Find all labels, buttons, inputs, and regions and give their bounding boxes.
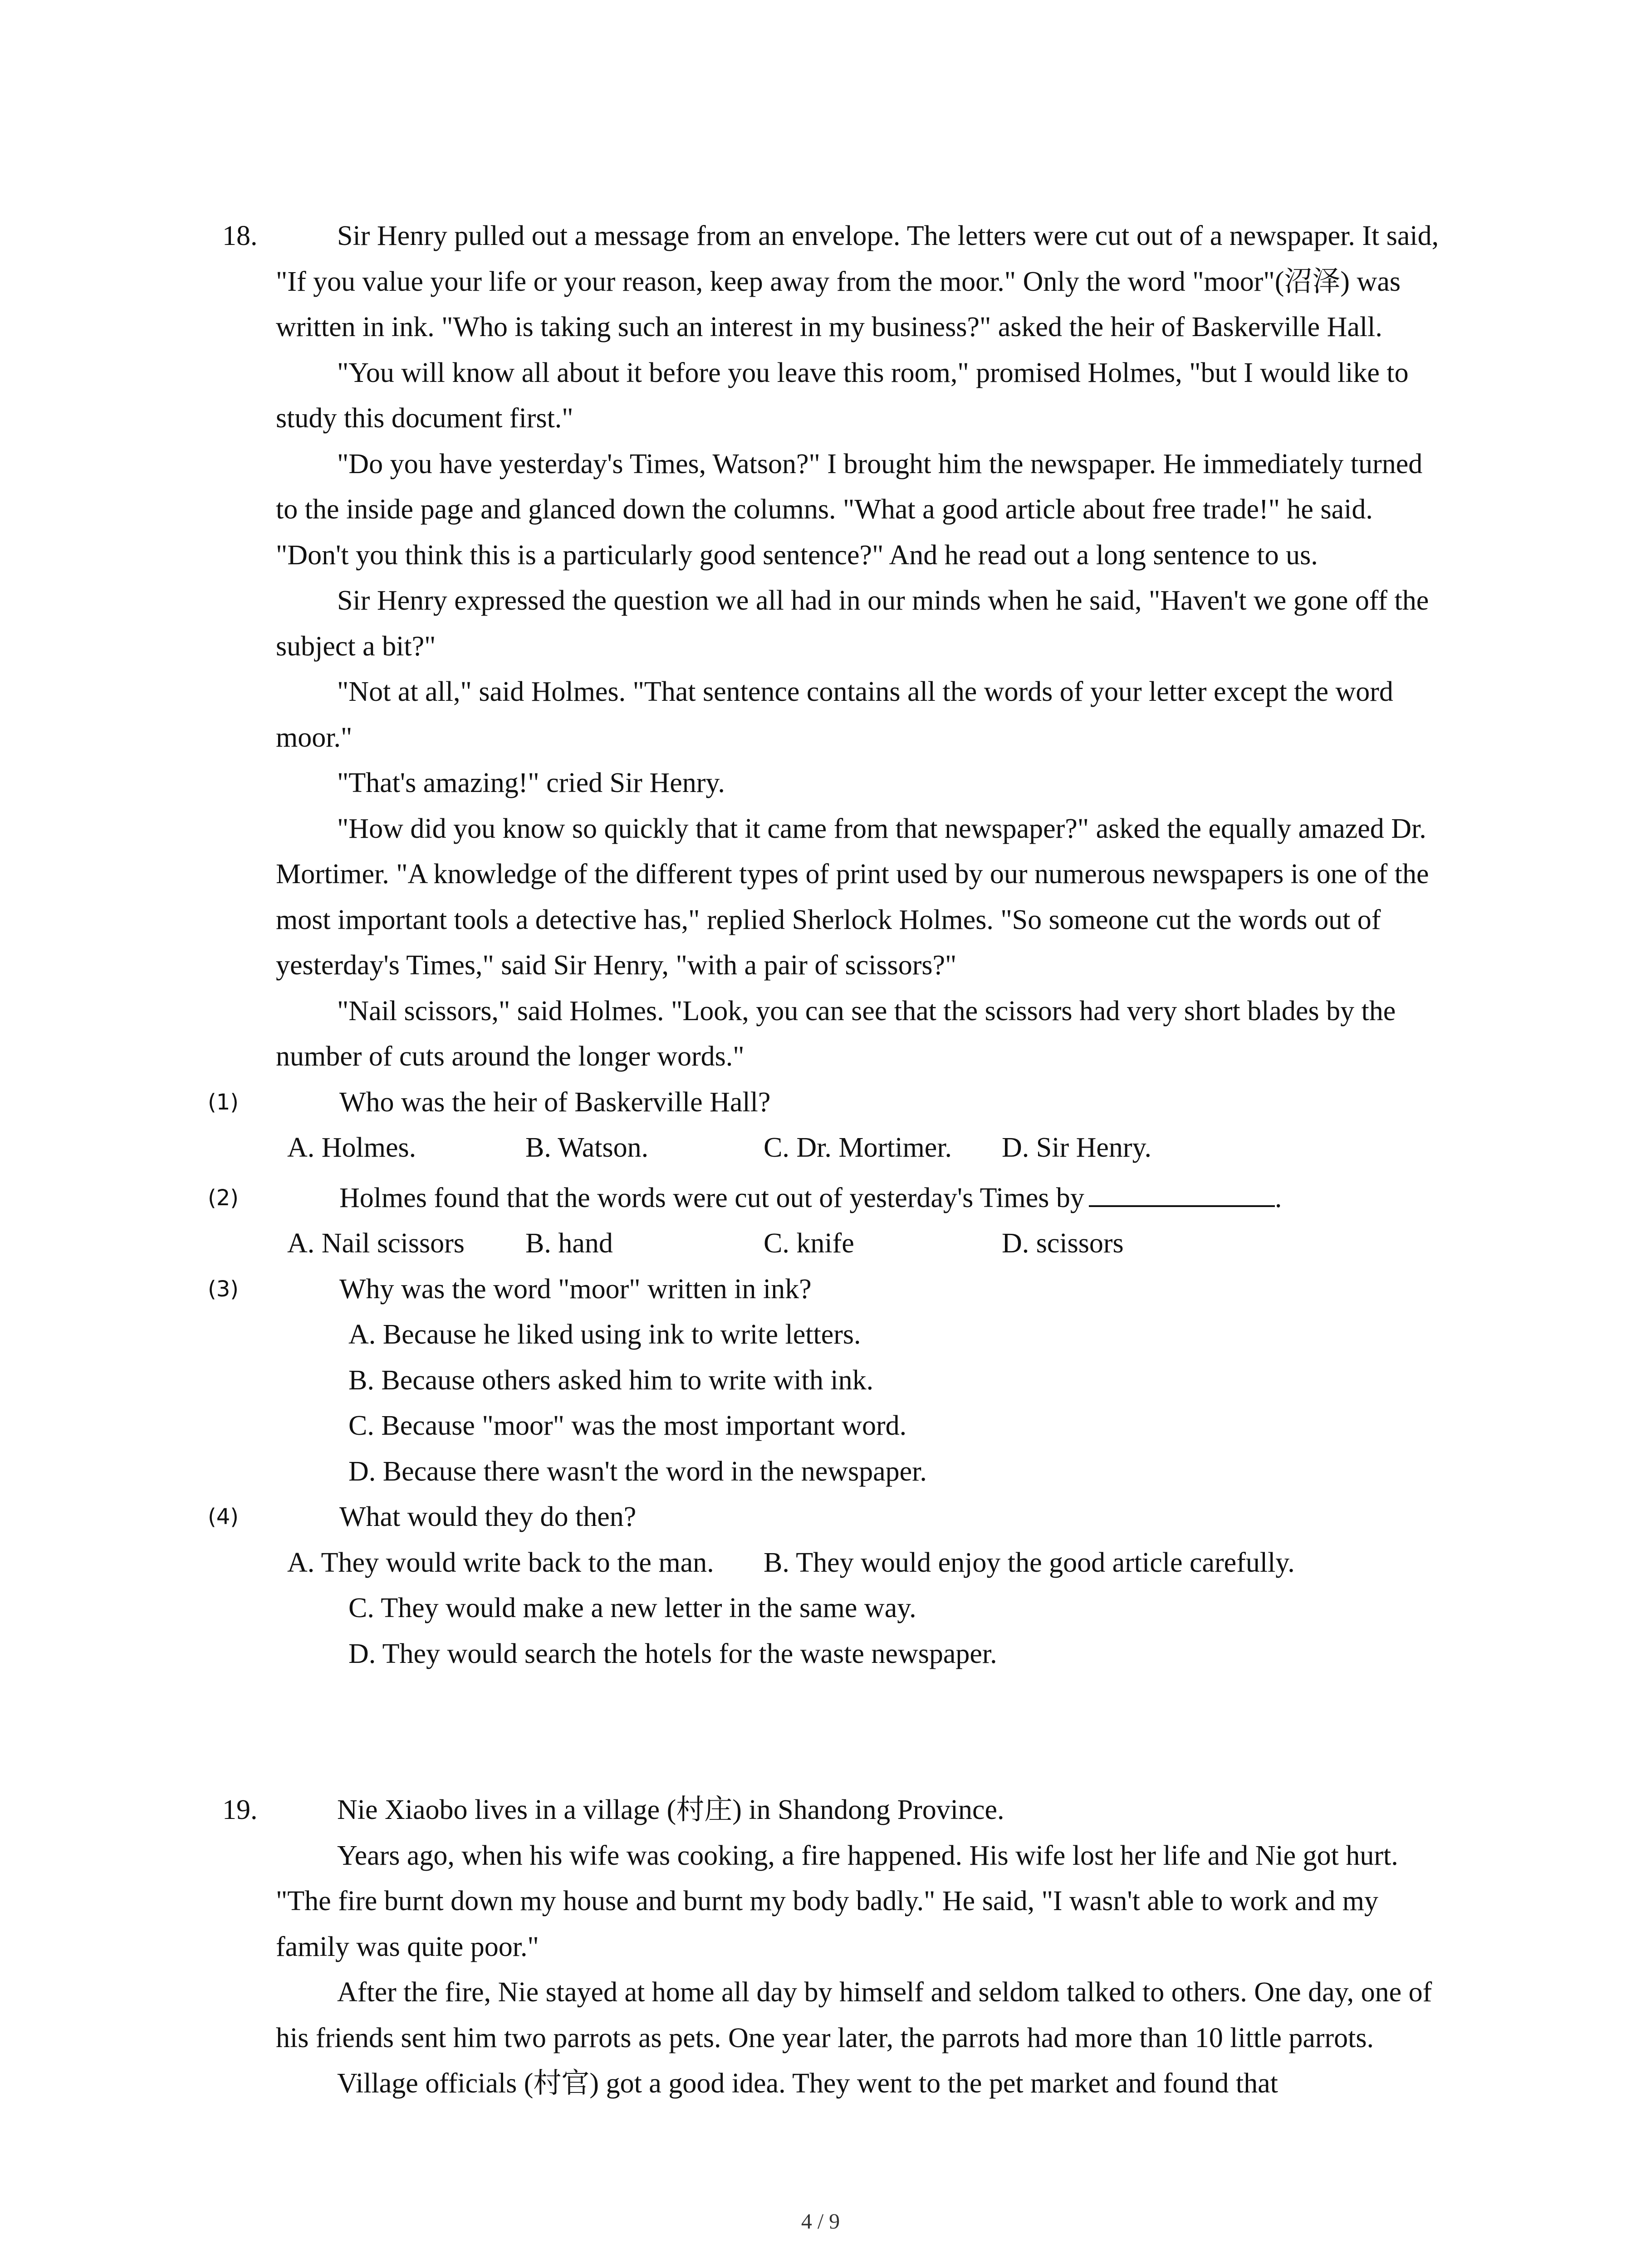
answer-options: [208, 1540, 1446, 1586]
question-number: 19.: [222, 1794, 258, 1825]
question-number: 18.: [222, 220, 258, 251]
option-a[interactable]: A. They would write back to the man.: [287, 1547, 714, 1578]
option-c[interactable]: C. knife: [764, 1228, 854, 1259]
passage-paragraph: "Nail scissors," said Holmes. "Look, you can see that the scissors had very short blades by the number of cuts around the longer words.": [276, 995, 1396, 1072]
answer-options: [208, 1125, 1446, 1171]
passage-paragraph: "Do you have yesterday's Times, Watson?" I brought him the newspaper. He immediately turned to the inside page and glanced down the columns. "What a good article about free trade!" he said. "Don't you think this is a particularly good sentence?" And he read out a long sentence to us.: [276, 448, 1423, 571]
passage-paragraph: Nie Xiaobo lives in a village (村庄) in Shandong Province.: [337, 1794, 1004, 1825]
answer-options: [208, 1221, 1446, 1266]
option-c[interactable]: C. Because "moor" was the most important word.: [348, 1410, 907, 1441]
option-c[interactable]: C. They would make a new letter in the same way.: [348, 1593, 916, 1623]
option-d[interactable]: D. Sir Henry.: [1002, 1132, 1152, 1163]
passage-paragraph: Years ago, when his wife was cooking, a fire happened. His wife lost her life and Nie got hurt. "The fire burnt down my house and burnt my body badly." He said, "I wasn't able to work and my family was quite poor.": [276, 1840, 1398, 1962]
sub-question-text: [208, 1175, 1446, 1221]
option-d[interactable]: D. Because there wasn't the word in the newspaper.: [348, 1456, 927, 1487]
sub-question-label: (1): [208, 1089, 239, 1115]
option-c[interactable]: C. Dr. Mortimer.: [764, 1132, 952, 1163]
reading-passage: [276, 1787, 1446, 2107]
passage-paragraph: "That's amazing!" cried Sir Henry.: [337, 767, 725, 798]
option-b[interactable]: B. Because others asked him to write with ink.: [348, 1364, 874, 1396]
sub-question-1: [208, 1080, 1446, 1171]
sub-question-3: [208, 1266, 1446, 1495]
passage-paragraph: Sir Henry expressed the question we all had in our minds when he said, "Haven't we gone off the subject a bit?": [276, 585, 1429, 662]
option-a[interactable]: A. Nail scissors: [287, 1228, 465, 1259]
sub-question-label: (3): [208, 1276, 239, 1302]
passage-paragraph: "How did you know so quickly that it came from that newspaper?" asked the equally amazed Dr. Mortimer. "A knowledge of the different types of print used by our numerous newspapers is one of the most important tools a detective has," replied Sherlock Holmes. "So someone cut the words out of yesterday's Times," said Sir Henry, "with a pair of scissors?": [276, 813, 1429, 981]
passage-paragraph: After the fire, Nie stayed at home all day by himself and seldom talked to others. One day, one of his friends sent him two parrots as pets. One year later, the parrots had more than 10 little parrots.: [276, 1977, 1432, 2053]
sub-question-text: Who was the heir of Baskerville Hall?: [339, 1086, 771, 1118]
sub-question-label: (2): [208, 1185, 239, 1211]
answer-blank[interactable]: [1089, 1179, 1275, 1207]
sub-question-2: [208, 1175, 1446, 1266]
sub-question-text: What would they do then?: [339, 1501, 637, 1532]
sub-question-label: (4): [208, 1504, 239, 1530]
passage-paragraph: Sir Henry pulled out a message from an envelope. The letters were cut out of a newspaper. It said, "If you value your life or your reason, keep away from the moor." Only the word "moor"(沼泽) was written in ink. "Who is taking such an interest in my business?" asked the heir of Baskerville Hall.: [276, 220, 1439, 342]
sub-question-text: Why was the word "moor" written in ink?: [339, 1273, 812, 1305]
option-b[interactable]: B. hand: [525, 1228, 613, 1259]
option-d[interactable]: D. scissors: [1002, 1228, 1124, 1259]
passage-paragraph: "You will know all about it before you leave this room," promised Holmes, "but I would like to study this document first.": [276, 357, 1409, 434]
option-b[interactable]: B. They would enjoy the good article carefully.: [764, 1547, 1295, 1578]
sub-question-4: [208, 1494, 1446, 1677]
option-a[interactable]: A. Holmes.: [287, 1132, 416, 1163]
option-a[interactable]: A. Because he liked using ink to write letters.: [348, 1319, 861, 1350]
option-d[interactable]: D. They would search the hotels for the waste newspaper.: [348, 1638, 997, 1669]
passage-paragraph: Village officials (村官) got a good idea. They went to the pet market and found that: [337, 2068, 1278, 2099]
sub-question-end: .: [1274, 1182, 1282, 1213]
page-number: 4 / 9: [801, 2209, 840, 2234]
passage-paragraph: "Not at all," said Holmes. "That sentence contains all the words of your letter except the word moor.": [276, 676, 1393, 753]
option-b[interactable]: B. Watson.: [525, 1132, 649, 1163]
sub-question-stem: Holmes found that the words were cut out of yesterday's Times by: [339, 1182, 1084, 1213]
